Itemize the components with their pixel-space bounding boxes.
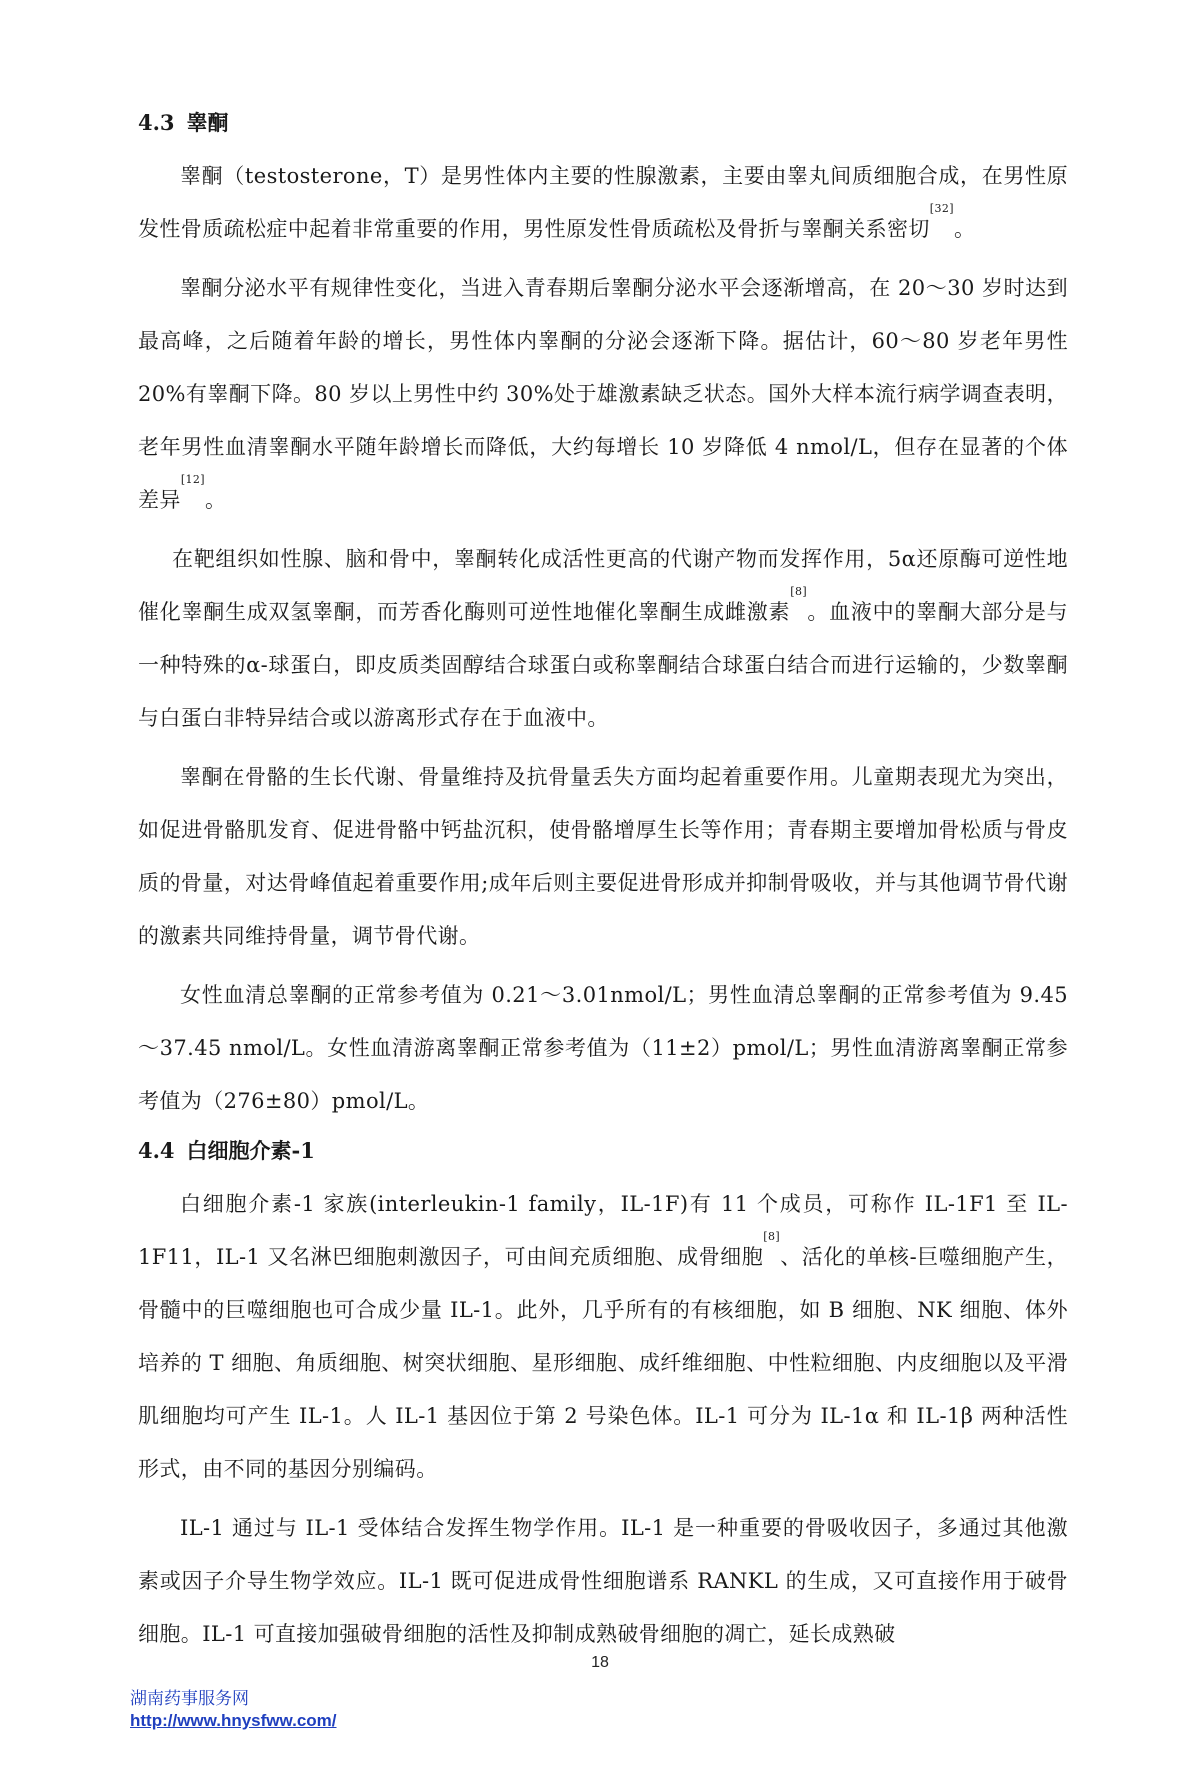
paragraph: 睾酮分泌水平有规律性变化，当进入青春期后睾酮分泌水平会逐渐增高，在 20～30 岁时达到最高峰，之后随着年龄的增长，男性体内睾酮的分泌会逐渐下降。据估计，60～80 岁老年男性 20%有睾酮下降。80 岁以上男性中约 30%处于雄激素缺乏状态。国外大样本流行病学调查表明，老年男性血清睾酮水平随年龄增长而降低，大约每增长 10 岁降低 4 nmol/L，但存在显著的个体差异[12]。: [138, 276, 1068, 512]
citation-ref: [32]: [929, 202, 954, 215]
section-heading-4-3: [138, 108, 1068, 138]
footer-site-name: 湖南药事服务网: [130, 1689, 249, 1709]
section-title: 白细胞介素-1: [186, 1138, 315, 1163]
citation-ref: [12]: [180, 473, 205, 486]
paragraph: 睾酮在骨骼的生长代谢、骨量维持及抗骨量丢失方面均起着重要作用。儿童期表现尤为突出，如促进骨骼肌发育、促进骨骼中钙盐沉积，使骨骼增厚生长等作用；青春期主要增加骨松质与骨皮质的骨量，对达骨峰值起着重要作用;成年后则主要促进骨形成并抑制骨吸收，并与其他调节骨代谢的激素共同维持骨量，调节骨代谢。: [138, 765, 1068, 948]
section-heading-4-4: [138, 1136, 1068, 1166]
paragraph: 睾酮（testosterone，T）是男性体内主要的性腺激素，主要由睾丸间质细胞合成，在男性原发性骨质疏松症中起着非常重要的作用，男性原发性骨质疏松及骨折与睾酮关系密切[32]。: [138, 164, 1068, 241]
footer-site-url-link[interactable]: http://www.hnysfww.com/: [130, 1711, 337, 1730]
paragraph: 女性血清总睾酮的正常参考值为 0.21～3.01nmol/L；男性血清总睾酮的正常参考值为 9.45～37.45 nmol/L。女性血清游离睾酮正常参考值为（11±2）pmol/L；男性血清游离睾酮正常参考值为（276±80）pmol/L。: [138, 983, 1068, 1113]
paragraph: 白细胞介素-1 家族(interleukin-1 family，IL-1F)有 11 个成员，可称作 IL-1F1 至 IL-1F11，IL-1 又名淋巴细胞刺激因子，可由间充质细胞、成骨细胞[8]、活化的单核-巨噬细胞产生，骨髓中的巨噬细胞也可合成少量 IL-1。此外，几乎所有的有核细胞，如 B 细胞、NK 细胞、体外培养的 T 细胞、角质细胞、树突状细胞、星形细胞、成纤维细胞、中性粒细胞、内皮细胞以及平滑肌细胞均可产生 IL-1。人 IL-1 基因位于第 2 号染色体。IL-1 可分为 IL-1α 和 IL-1β 两种活性形式，由不同的基因分别编码。: [138, 1192, 1068, 1481]
section-title: 睾酮: [186, 110, 229, 135]
section-number: 4.3: [138, 110, 175, 135]
paragraph: 在靶组织如性腺、脑和骨中，睾酮转化成活性更高的代谢产物而发挥作用，5α还原酶可逆性地催化睾酮生成双氢睾酮，而芳香化酶则可逆性地催化睾酮生成雌激素[8]。血液中的睾酮大部分是与一种特殊的α-球蛋白，即皮质类固醇结合球蛋白或称睾酮结合球蛋白结合而进行运输的，少数睾酮与白蛋白非特异结合或以游离形式存在于血液中。: [138, 547, 1068, 730]
page-number: 18: [591, 1654, 609, 1671]
section-number: 4.4: [138, 1138, 175, 1163]
document-page: [138, 100, 1068, 1667]
citation-ref: [8]: [763, 1230, 781, 1243]
citation-ref: [8]: [790, 585, 808, 598]
footer: [130, 1688, 337, 1732]
paragraph: IL-1 通过与 IL-1 受体结合发挥生物学作用。IL-1 是一种重要的骨吸收因子，多通过其他激素或因子介导生物学效应。IL-1 既可促进成骨性细胞谱系 RANKL 的生成，又可直接作用于破骨细胞。IL-1 可直接加强破骨细胞的活性及抑制成熟破骨细胞的凋亡，延长成熟破: [138, 1516, 1068, 1646]
